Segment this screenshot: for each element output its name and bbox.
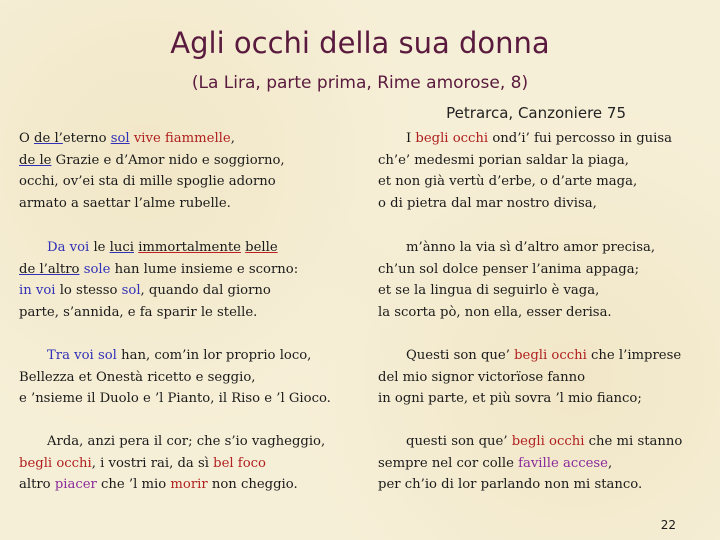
poem-line: et non già vertù d’erbe, o d’arte maga, bbox=[378, 174, 638, 189]
poem-line: m’ànno la via sì d’altro amor precisa, bbox=[406, 240, 656, 255]
source-citation: Petrarca, Canzoniere 75 bbox=[446, 104, 626, 122]
poem-line: ch’un sol dolce penser l’anima appaga; bbox=[378, 261, 640, 277]
right-stanza-1 bbox=[378, 128, 672, 214]
page-title: Agli occhi della sua donna bbox=[170, 26, 550, 60]
poem-line: la scorta pò, non ella, esser derisa. bbox=[378, 304, 612, 320]
left-stanza-2 bbox=[19, 237, 298, 323]
poem-line: parte, s’annida, e fa sparir le stelle. bbox=[19, 304, 258, 320]
poem-line: occhi, ov’ei sta di mille spoglie adorno bbox=[19, 174, 276, 189]
poem-line: armato a saettar l’alme rubelle. bbox=[19, 195, 231, 211]
poem-line: ch’e’ medesmi porian saldar la piaga, bbox=[378, 152, 629, 168]
poem-line: in voi lo stesso sol, quando dal giorno bbox=[19, 283, 271, 298]
left-stanza-3 bbox=[19, 345, 331, 410]
poem-line: I begli occhi ond’i’ fui percosso in guisa bbox=[406, 131, 673, 146]
poem-line: sempre nel cor colle faville accese, bbox=[378, 455, 613, 471]
poem-line: de le Grazie e d’Amor nido e soggiorno, bbox=[19, 152, 285, 168]
poem-line: Questi son que’ begli occhi che l’imprese bbox=[406, 348, 682, 363]
poem-line: del mio signor victorïose fanno bbox=[378, 369, 586, 385]
poem-line: et se la lingua di seguirlo è vaga, bbox=[378, 283, 600, 298]
poem-line: Bellezza et Onestà ricetto e seggio, bbox=[19, 369, 256, 385]
poem-line: O de l’eterno sol vive fiammelle, bbox=[19, 131, 235, 146]
poem-line: de l’altro sole han lume insieme e scorno: bbox=[19, 261, 299, 277]
poem-line: in ogni parte, et più sovra ’l mio fianco; bbox=[378, 391, 642, 406]
poem-line: altro piacer che ’l mio morir non cheggio. bbox=[19, 477, 298, 492]
right-stanza-3 bbox=[378, 345, 681, 410]
poem-line: e ’nsieme il Duolo e ’l Pianto, il Riso e ’l Gioco. bbox=[19, 391, 331, 406]
page-number: 22 bbox=[660, 518, 676, 532]
poem-line: o di pietra dal mar nostro divisa, bbox=[378, 195, 597, 211]
poem-line: Da voi le luci immortalmente belle bbox=[47, 240, 278, 255]
left-stanza-1 bbox=[19, 128, 285, 214]
right-stanza-4 bbox=[378, 431, 682, 496]
left-stanza-4 bbox=[19, 431, 325, 496]
page-subtitle: (La Lira, parte prima, Rime amorose, 8) bbox=[191, 73, 529, 93]
poem-line: Tra voi sol han, com’in lor proprio loco, bbox=[47, 348, 312, 363]
poem-line: questi son que’ begli occhi che mi stanno bbox=[406, 434, 683, 449]
right-stanza-2 bbox=[378, 237, 655, 323]
poem-line: begli occhi, i vostri rai, da sì bel foco bbox=[19, 455, 266, 471]
poem-line: Arda, anzi pera il cor; che s’io vagheggio, bbox=[47, 434, 326, 449]
poem-line: per ch’io di lor parlando non mi stanco. bbox=[378, 477, 643, 492]
